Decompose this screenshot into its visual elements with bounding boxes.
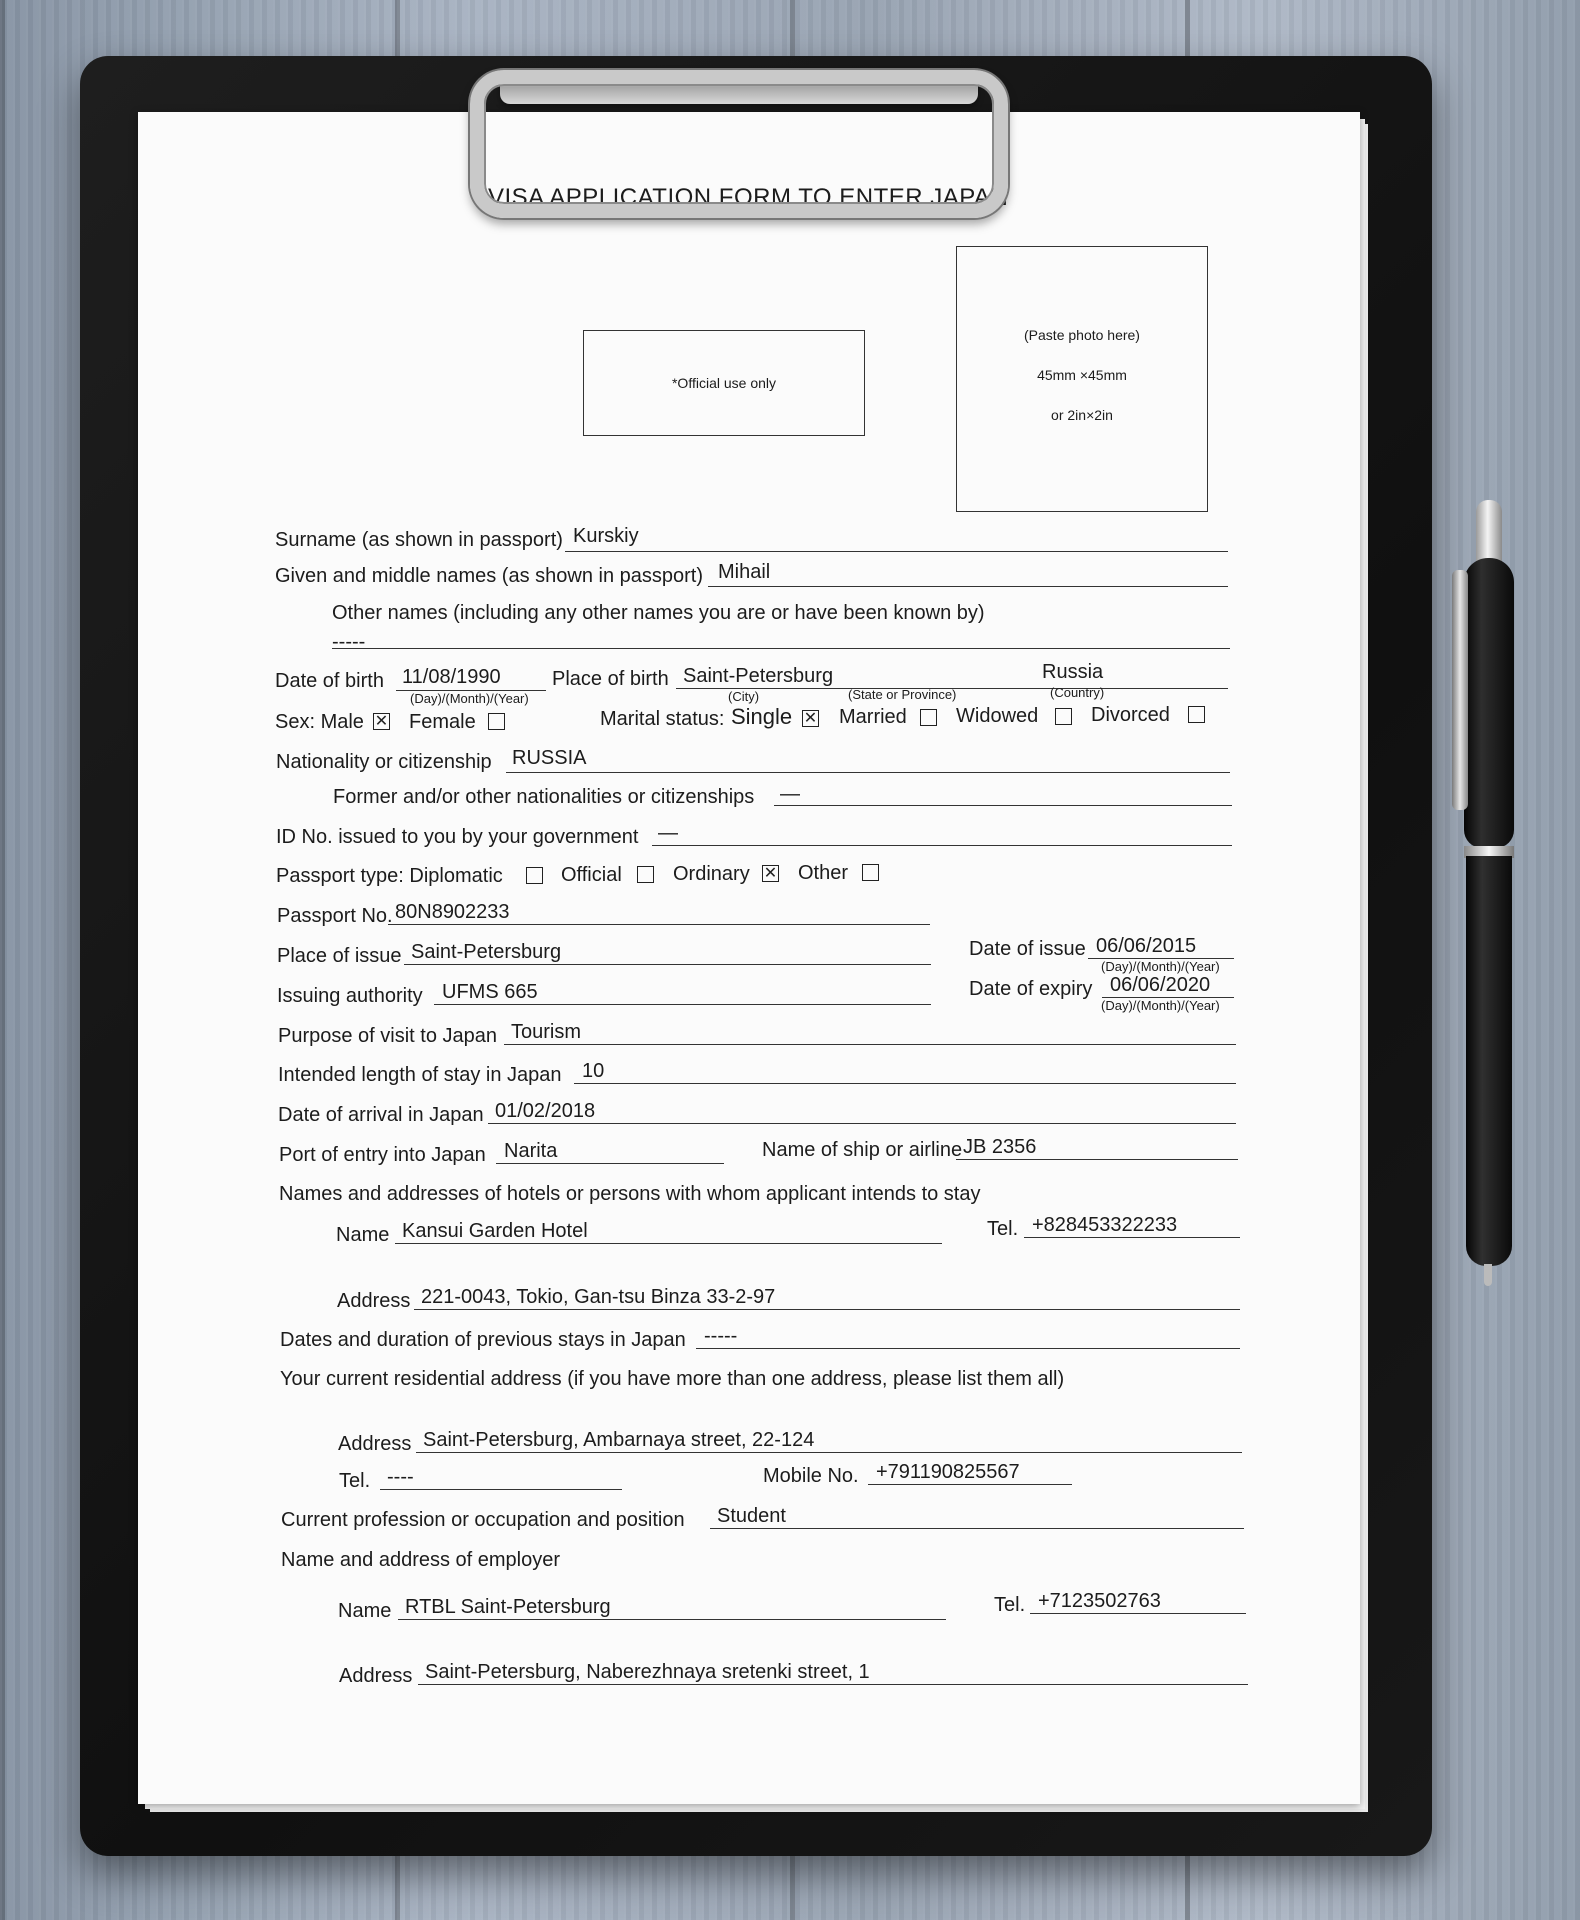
port-of-entry-line [496, 1163, 724, 1164]
length-of-stay-value[interactable]: 10 [582, 1060, 605, 1082]
date-of-issue-value[interactable]: 06/06/2015 [1096, 935, 1197, 957]
employer-tel-value[interactable]: +7123502763 [1038, 1590, 1161, 1612]
mobile-value[interactable]: +791190825567 [876, 1461, 1020, 1483]
photo-box-line2: 45mm ×45mm [1037, 367, 1127, 383]
country-hint: (Country) [1050, 685, 1105, 700]
married-label: Married [839, 706, 907, 728]
other-names-value[interactable]: ----- [332, 631, 366, 653]
port-of-entry-value[interactable]: Narita [504, 1140, 558, 1162]
mobile-line [868, 1484, 1072, 1485]
profession-value[interactable]: Student [717, 1505, 786, 1527]
previous-stays-value[interactable]: ----- [704, 1325, 738, 1347]
ballpoint-pen [1448, 500, 1518, 1290]
former-nationalities-label: Former and/or other nationalities or citizenships [333, 786, 755, 808]
purpose-line [504, 1044, 1236, 1045]
place-of-issue-label: Place of issue [277, 945, 402, 967]
passport-other-checkbox[interactable] [862, 864, 879, 881]
city-hint: (City) [728, 689, 760, 704]
date-of-expiry-label: Date of expiry [969, 978, 1093, 1000]
marital-single-checkbox[interactable] [802, 710, 819, 727]
date-of-birth-value[interactable]: 11/08/1990 [402, 666, 501, 688]
employer-name-line [398, 1619, 946, 1620]
port-of-entry-label: Port of entry into Japan [279, 1144, 486, 1166]
passport-no-label: Passport No. [277, 905, 393, 927]
date-of-arrival-value[interactable]: 01/02/2018 [495, 1100, 596, 1122]
issuing-authority-value[interactable]: UFMS 665 [442, 981, 538, 1003]
home-tel-label: Tel. [339, 1470, 371, 1492]
hotel-name-label: Name [336, 1224, 390, 1246]
profession-line [710, 1528, 1244, 1529]
hotel-tel-line [1024, 1237, 1240, 1238]
sex-female-checkbox[interactable] [488, 713, 505, 730]
ship-or-airline-line [956, 1159, 1238, 1160]
marital-widowed-checkbox[interactable] [1055, 708, 1072, 725]
birth-country-value[interactable]: Russia [1042, 661, 1104, 683]
hotel-name-value[interactable]: Kansui Garden Hotel [402, 1220, 588, 1242]
former-nationalities-value[interactable]: — [780, 783, 800, 805]
employer-address-label: Address [339, 1665, 413, 1687]
employer-name-value[interactable]: RTBL Saint-Petersburg [405, 1596, 611, 1618]
employer-label: Name and address of employer [281, 1549, 561, 1571]
ordinary-label: Ordinary [673, 863, 750, 885]
place-of-issue-value[interactable]: Saint-Petersburg [411, 941, 562, 963]
ship-or-airline-label: Name of ship or airline [762, 1139, 963, 1161]
marital-divorced-checkbox[interactable] [1188, 706, 1205, 723]
home-address-line [416, 1452, 1242, 1453]
date-of-issue-hint: (Day)/(Month)/(Year) [1101, 959, 1220, 974]
current-address-label: Your current residential address (if you have more than one address, please list them all) [280, 1368, 1065, 1390]
employer-address-line [418, 1684, 1248, 1685]
birth-city-value[interactable]: Saint-Petersburg [683, 665, 834, 687]
ship-or-airline-value[interactable]: JB 2356 [963, 1136, 1037, 1158]
issuing-authority-line [434, 1004, 931, 1005]
home-tel-value[interactable]: ---- [387, 1466, 414, 1488]
home-address-label: Address [338, 1433, 412, 1455]
nationality-line [506, 772, 1230, 773]
passport-ordinary-checkbox[interactable] [762, 865, 779, 882]
hotel-tel-label: Tel. [987, 1218, 1019, 1240]
place-of-birth-label: Place of birth [552, 668, 669, 690]
divorced-label: Divorced [1091, 704, 1170, 726]
id-no-label: ID No. issued to you by your government [276, 826, 639, 848]
mobile-label: Mobile No. [763, 1465, 859, 1487]
passport-official-checkbox[interactable] [637, 866, 654, 883]
employer-tel-line [1030, 1613, 1246, 1614]
widowed-label: Widowed [956, 705, 1039, 727]
pen-point [1484, 1264, 1492, 1286]
passport-type-label: Passport type: Diplomatic [276, 865, 503, 887]
surname-value[interactable]: Kurskiy [573, 525, 639, 547]
official-label: Official [561, 864, 622, 886]
date-of-birth-hint: (Day)/(Month)/(Year) [410, 691, 529, 706]
state-hint: (State or Province) [848, 687, 957, 702]
date-of-arrival-label: Date of arrival in Japan [278, 1104, 484, 1126]
single-label: Single [731, 704, 793, 729]
other-label: Other [798, 862, 849, 884]
pen-clip [1452, 570, 1468, 810]
visa-application-form [138, 112, 1360, 1804]
hotel-address-value[interactable]: 221-0043, Tokio, Gan-tsu Binza 33-2-97 [421, 1286, 776, 1308]
official-use-box [583, 330, 865, 436]
sex-male-check: ✕ [374, 712, 389, 730]
other-names-line [332, 648, 1230, 649]
pen-button [1476, 500, 1502, 564]
clipboard-clip [470, 70, 1008, 218]
form-title: VISA APPLICATION FORM TO ENTER JAPAN [488, 184, 1009, 211]
date-of-expiry-value[interactable]: 06/06/2020 [1110, 974, 1211, 996]
id-no-line [652, 845, 1232, 846]
hotel-address-label: Address [337, 1290, 411, 1312]
id-no-value[interactable]: — [658, 822, 678, 844]
photo-box-line3: or 2in×2in [1051, 407, 1113, 423]
photo-box [956, 246, 1208, 512]
passport-no-value[interactable]: 80N8902233 [395, 901, 510, 923]
date-of-issue-label: Date of issue [969, 938, 1086, 960]
previous-stays-label: Dates and duration of previous stays in Japan [280, 1329, 686, 1351]
place-of-issue-line [404, 964, 931, 965]
employer-address-value[interactable]: Saint-Petersburg, Naberezhnaya sretenki street, 1 [425, 1661, 870, 1683]
nationality-label: Nationality or citizenship [276, 751, 492, 773]
previous-stays-line [696, 1348, 1240, 1349]
former-nationalities-line [774, 805, 1232, 806]
other-names-label: Other names (including any other names you are or have been known by) [332, 602, 985, 624]
surname-label: Surname (as shown in passport) [275, 529, 563, 551]
given-names-label: Given and middle names (as shown in passport) [275, 565, 703, 587]
hotel-name-line [395, 1243, 942, 1244]
female-label: Female [409, 711, 476, 733]
employer-name-label: Name [338, 1600, 392, 1622]
photo-box-line1: (Paste photo here) [1024, 327, 1140, 343]
nationality-value[interactable]: RUSSIA [512, 747, 587, 769]
date-of-arrival-line [488, 1123, 1236, 1124]
home-tel-line [380, 1489, 622, 1490]
length-of-stay-line [574, 1083, 1236, 1084]
hotel-tel-value[interactable]: +828453322233 [1032, 1214, 1178, 1236]
employer-tel-label: Tel. [994, 1594, 1026, 1616]
purpose-value[interactable]: Tourism [511, 1021, 582, 1043]
sex-male-checkbox[interactable] [373, 713, 390, 730]
hotel-address-line [414, 1309, 1240, 1310]
length-of-stay-label: Intended length of stay in Japan [278, 1064, 562, 1086]
given-names-value[interactable]: Mihail [718, 561, 771, 583]
marital-married-checkbox[interactable] [920, 709, 937, 726]
marital-single-check: ✕ [803, 709, 818, 727]
date-of-expiry-hint: (Day)/(Month)/(Year) [1101, 998, 1220, 1013]
passport-no-line [388, 924, 930, 925]
date-of-birth-label: Date of birth [275, 670, 384, 692]
surname-line [565, 551, 1228, 552]
sex-label: Sex: Male [275, 711, 364, 733]
purpose-label: Purpose of visit to Japan [278, 1025, 498, 1047]
hotels-label: Names and addresses of hotels or persons with whom applicant intends to stay [279, 1183, 981, 1205]
home-address-value[interactable]: Saint-Petersburg, Ambarnaya street, 22-124 [423, 1429, 815, 1451]
profession-label: Current profession or occupation and position [281, 1509, 685, 1531]
official-use-text: *Official use only [671, 375, 776, 391]
passport-diplomatic-checkbox[interactable] [526, 867, 543, 884]
marital-status-label: Marital status: [600, 708, 725, 730]
issuing-authority-label: Issuing authority [277, 985, 423, 1007]
pen-lower-barrel [1466, 856, 1512, 1266]
given-names-line [708, 586, 1228, 587]
passport-ordinary-check: ✕ [763, 864, 778, 882]
pen-upper-barrel [1464, 558, 1514, 848]
